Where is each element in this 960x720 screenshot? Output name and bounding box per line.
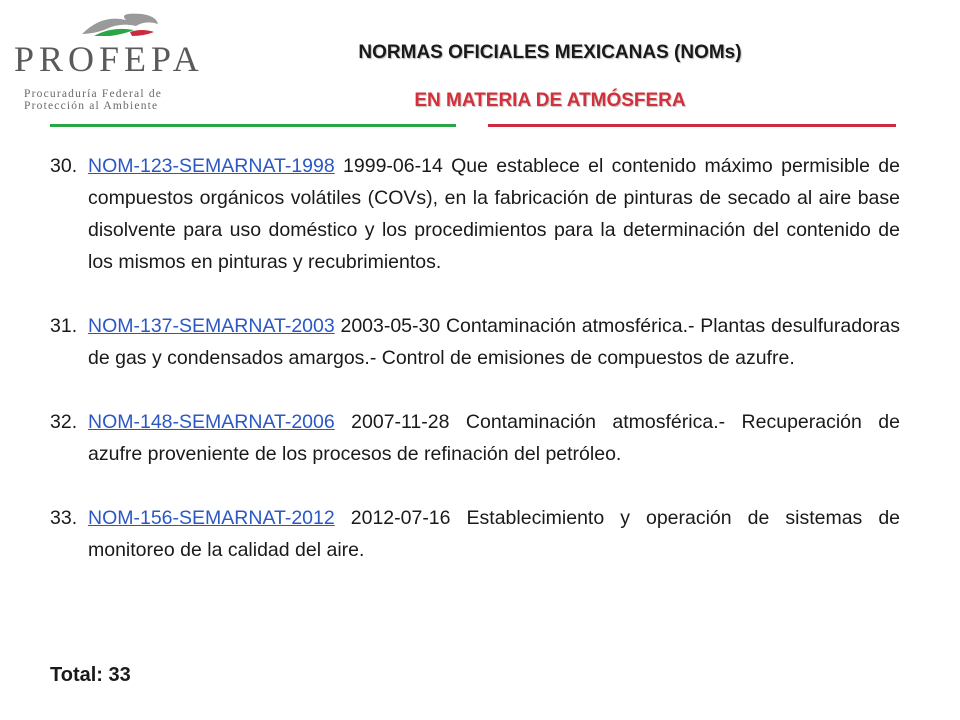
item-description: Contaminación atmosférica.- Plantas desulfuradoras de gas y condensados amargos.- Control de emisiones de compuestos de azufre. <box>88 315 901 369</box>
profepa-logo <box>10 8 215 112</box>
item-description: Contaminación atmosférica.- Recuperación de azufre proveniente de los procesos de refinación del petróleo. <box>88 411 900 465</box>
divider-red <box>488 124 896 127</box>
total-count: Total: 33 <box>50 664 131 686</box>
page-subtitle: EN MATERIA DE ATMÓSFERA <box>414 90 686 111</box>
item-number: 30. <box>50 155 78 177</box>
logo-subtitle-line1: Procuraduría Federal de <box>24 88 163 100</box>
item-date: 2012-07-16 <box>350 507 451 529</box>
eagle-emblem-icon <box>80 10 160 40</box>
list-item <box>50 406 900 470</box>
nom-list <box>50 150 900 566</box>
nom-link[interactable]: NOM-148-SEMARNAT-2006 <box>88 411 335 433</box>
nom-link[interactable]: NOM-123-SEMARNAT-1998 <box>88 155 335 177</box>
divider-green <box>50 124 456 127</box>
logo-wordmark: PROFEPA <box>14 39 204 79</box>
item-number: 31. <box>50 315 78 337</box>
list-item <box>50 310 900 374</box>
logo-subtitle-line2: Protección al Ambiente <box>24 100 159 112</box>
item-description: Que establece el contenido máximo permisible de compuestos orgánicos volátiles (COVs), en la fabricación de pinturas de secado al aire base disolvente para uso doméstico y los procedimientos para la determinación del contenido de los mismos en pinturas y recubrimientos. <box>88 155 900 273</box>
nom-link[interactable]: NOM-156-SEMARNAT-2012 <box>88 507 335 529</box>
item-number: 33. <box>50 507 78 529</box>
list-item <box>50 150 900 278</box>
list-item <box>50 502 900 566</box>
page-title: NORMAS OFICIALES MEXICANAS (NOMs) <box>358 42 742 63</box>
item-date: 2007-11-28 <box>351 411 450 433</box>
nom-link[interactable]: NOM-137-SEMARNAT-2003 <box>88 315 335 337</box>
item-number: 32. <box>50 411 78 433</box>
item-date: 1999-06-14 <box>343 155 443 177</box>
item-date: 2003-05-30 <box>340 315 441 337</box>
item-description: Establecimiento y operación de sistemas de monitoreo de la calidad del aire. <box>88 507 901 561</box>
